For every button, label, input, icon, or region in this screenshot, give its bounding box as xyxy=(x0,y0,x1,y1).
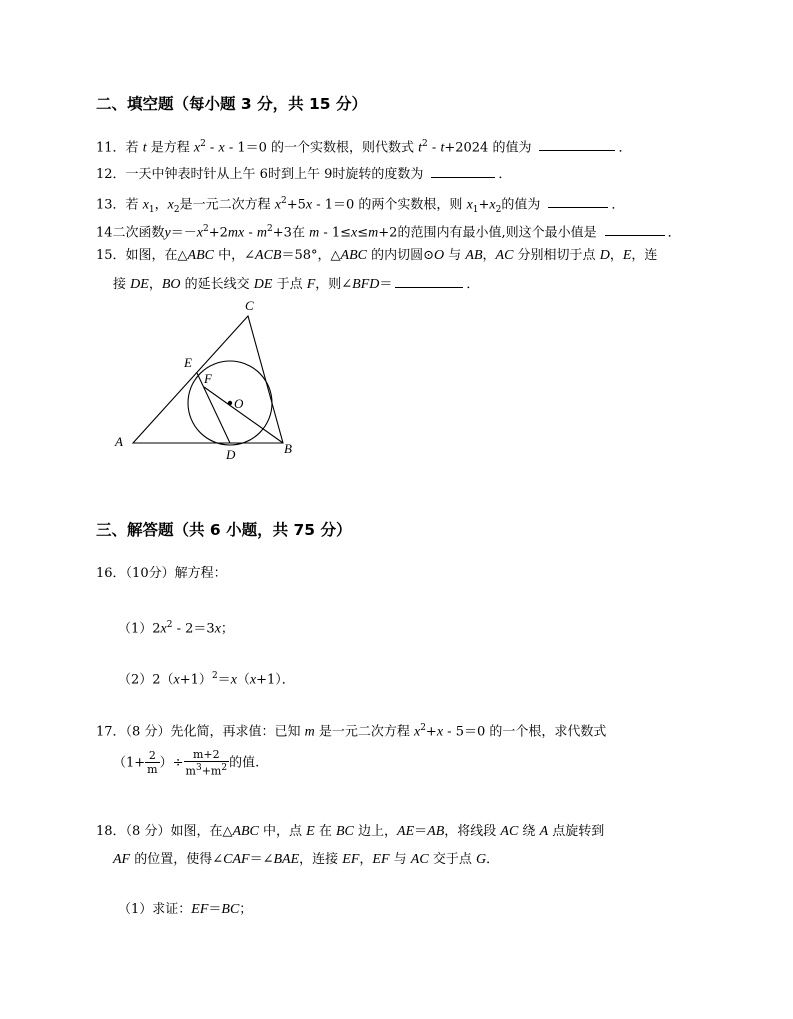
superscript: 2 xyxy=(267,224,273,234)
q15-text: 的内切圆⊙ xyxy=(366,248,435,263)
q14-text: ． xyxy=(667,225,681,241)
var-de: DE xyxy=(130,277,149,292)
q13-text: + xyxy=(478,197,490,213)
var-x: x xyxy=(167,197,174,213)
var-bc: BC xyxy=(221,902,240,917)
superscript: 2 xyxy=(221,763,228,773)
fraction-2-over-m xyxy=(145,749,159,776)
var-x: x xyxy=(489,197,496,213)
q18-text: 的位置，使得∠ xyxy=(130,852,224,867)
var-ef: EF xyxy=(342,852,360,867)
q14-text: ＝－ xyxy=(170,225,197,241)
label-f: F xyxy=(204,371,212,386)
var-ae: AE xyxy=(397,824,415,839)
question-16-part-2 xyxy=(118,668,295,688)
den-part: m xyxy=(185,764,196,778)
q13-text: ． xyxy=(611,197,625,213)
q14-text: - 1≤ xyxy=(319,225,352,241)
q16-text: ； xyxy=(220,621,234,637)
q17-text: 17．（8 分）先化简，再求值：已知 xyxy=(96,724,305,740)
var-bfd: BFD xyxy=(352,277,380,292)
var-t: t xyxy=(418,140,423,156)
var-x: x xyxy=(142,197,149,213)
superscript: 2 xyxy=(422,139,428,149)
q14-text: +2 xyxy=(208,225,228,241)
var-bc: BC xyxy=(336,824,354,839)
q14-text: ≤ xyxy=(357,225,369,241)
q18-text: （1）求证： xyxy=(118,902,192,917)
q15-text: 于点 xyxy=(272,277,307,292)
q16-text: - 2＝3 xyxy=(172,621,215,637)
label-a: A xyxy=(115,434,123,449)
q15-text: ． xyxy=(466,277,480,292)
q11-text: - xyxy=(205,140,219,156)
q18-text: ＝ xyxy=(208,902,222,917)
var-ab: AB xyxy=(465,248,483,263)
q15-text: 的延长线交 xyxy=(180,277,254,292)
q17-text: 是一元二次方程 xyxy=(314,724,414,740)
var-e: E xyxy=(306,824,315,839)
q18-text: ，将线段 xyxy=(444,824,501,839)
q18-text: 点旋转到 xyxy=(548,824,605,839)
question-18-part-1 xyxy=(118,902,252,918)
var-x: x xyxy=(173,672,180,688)
question-18 xyxy=(96,824,604,840)
q17-text: ）÷ xyxy=(159,755,184,771)
q12-text: ． xyxy=(498,167,512,182)
var-t: t xyxy=(142,140,147,156)
var-abc: ABC xyxy=(232,824,259,839)
var-acb: ACB xyxy=(255,248,282,263)
var-x: x xyxy=(466,197,473,213)
label-c: C xyxy=(245,298,254,313)
q11-text: ． xyxy=(618,140,632,156)
var-m: m xyxy=(227,225,239,241)
label-b: B xyxy=(284,441,292,456)
q13-text: 13．若 xyxy=(96,197,143,213)
q11-number: 11． xyxy=(96,140,126,156)
var-x: x xyxy=(230,672,237,688)
q14-text: 14二次函数 xyxy=(96,225,165,241)
question-17 xyxy=(96,720,606,740)
var-t: t xyxy=(440,140,445,156)
q15-text: 接 xyxy=(113,277,131,292)
segment-de xyxy=(197,373,230,443)
var-a: A xyxy=(539,824,549,839)
var-x: x xyxy=(193,140,201,156)
q15-text: 中，∠ xyxy=(214,248,256,263)
q11-text: - 1＝0 的一个实数根，则代数式 xyxy=(224,140,419,156)
q14-text: +3在 xyxy=(272,225,310,241)
q18-text: ＝∠ xyxy=(249,852,274,867)
var-ac: AC xyxy=(500,824,519,839)
q18-text: 在 xyxy=(314,824,336,839)
q14-text: - xyxy=(244,225,257,241)
q11-text: 若 xyxy=(125,140,143,156)
q18-text: 绕 xyxy=(518,824,540,839)
q17-text: + xyxy=(425,724,437,740)
fraction-denominator xyxy=(184,762,230,778)
var-ac: AC xyxy=(410,852,429,867)
q18-text: ，连接 xyxy=(299,852,343,867)
q11-text: +2024 的值为 xyxy=(444,140,532,156)
var-x: x xyxy=(436,724,444,740)
var-g: G xyxy=(475,852,487,867)
q13-text: - 1＝0 的两个实数根，则 xyxy=(312,197,467,213)
q16-text: （1）2 xyxy=(118,621,161,637)
var-m: m xyxy=(304,724,315,740)
q15-text: 15．如图，在△ xyxy=(96,248,188,263)
q18-text: 边上， xyxy=(353,824,398,839)
den-part: +m xyxy=(201,764,222,778)
question-17-expression xyxy=(113,748,259,778)
q18-text: ＝ xyxy=(414,824,428,839)
question-16: 16．（10分）解方程： xyxy=(96,566,227,581)
superscript: 3 xyxy=(195,763,202,773)
question-16-part-1 xyxy=(118,617,234,637)
section-3-title: 三、解答题（共 6 小题，共 75 分） xyxy=(96,521,352,539)
q16-text: （ xyxy=(236,672,250,688)
superscript: 2 xyxy=(166,620,173,630)
q18-text: 中，点 xyxy=(258,824,307,839)
q13-text: 是一元二次方程 xyxy=(179,197,275,213)
q13-text: 的值为 xyxy=(501,197,541,213)
var-x: x xyxy=(351,225,358,241)
var-ab: AB xyxy=(427,824,445,839)
question-18-continued xyxy=(113,852,499,868)
subscript: 1 xyxy=(148,204,155,215)
q18-text: ， xyxy=(359,852,373,867)
q16-text: +1）． xyxy=(256,672,295,688)
q18-text: ． xyxy=(486,852,500,867)
subscript: 2 xyxy=(173,204,180,215)
q15-text: ，连 xyxy=(631,248,658,263)
fraction-numerator: m+2 xyxy=(184,748,230,762)
var-ac: AC xyxy=(495,248,514,263)
var-ef: EF xyxy=(372,852,390,867)
q12-text: 12．一天中钟表时针从上午 6时到上午 9时旋转的度数为 xyxy=(96,167,424,182)
q17-text: （1+ xyxy=(113,755,146,771)
q11-text: - xyxy=(427,140,441,156)
superscript: 2 xyxy=(203,224,209,234)
q17-text: - 5＝0 的一个根，求代数式 xyxy=(443,724,607,740)
superscript: 2 xyxy=(280,196,287,206)
var-x: x xyxy=(160,621,167,637)
var-x: x xyxy=(196,225,203,241)
var-x: x xyxy=(218,140,225,156)
superscript: 2 xyxy=(200,139,206,149)
var-de: DE xyxy=(253,277,273,292)
subscript: 2 xyxy=(495,204,502,215)
q15-text: ，则∠ xyxy=(315,277,353,292)
superscript: 2 xyxy=(211,671,218,681)
q15-text: ＝58°，△ xyxy=(281,248,341,263)
q15-text: ＝ xyxy=(379,277,393,292)
fraction-expression xyxy=(184,748,230,778)
q18-text: ； xyxy=(239,902,253,917)
var-y: y xyxy=(164,225,171,241)
label-e: E xyxy=(184,355,192,370)
q15-text: ， xyxy=(148,277,162,292)
superscript: 2 xyxy=(420,723,426,733)
q15-text: 分别相切于点 xyxy=(513,248,600,263)
q15-text: 与 xyxy=(444,248,466,263)
var-bo: BO xyxy=(161,277,181,292)
var-abc: ABC xyxy=(340,248,367,263)
var-bae: BAE xyxy=(273,852,300,867)
center-dot xyxy=(228,401,232,405)
label-d: D xyxy=(226,447,236,462)
var-af: AF xyxy=(113,852,131,867)
var-o: O xyxy=(434,248,445,263)
q18-text: 交于点 xyxy=(428,852,476,867)
q15-text: ， xyxy=(609,248,623,263)
label-o: O xyxy=(234,396,244,411)
q18-text: 与 xyxy=(389,852,411,867)
var-m: m xyxy=(368,225,379,241)
q15-text: ， xyxy=(482,248,496,263)
q16-text: ＝ xyxy=(217,672,231,688)
var-ef: EF xyxy=(191,902,209,917)
var-m: m xyxy=(256,225,268,241)
var-x: x xyxy=(214,621,221,637)
var-x: x xyxy=(305,197,313,213)
q16-text: +1） xyxy=(179,672,212,688)
fraction-numerator: 2 xyxy=(145,749,159,763)
var-x: x xyxy=(413,724,421,740)
var-abc: ABC xyxy=(187,248,214,263)
q11-text: 是方程 xyxy=(146,140,194,156)
q17-text: 的值. xyxy=(229,755,260,771)
var-f: F xyxy=(306,277,316,292)
q13-text: ， xyxy=(154,197,168,213)
section-2-title: 二、填空题（每小题 3 分，共 15 分） xyxy=(96,95,367,113)
q13-text: +5 xyxy=(286,197,306,213)
var-x: x xyxy=(249,672,257,688)
var-x: x xyxy=(274,197,281,213)
var-caf: CAF xyxy=(223,852,250,867)
q18-text: 18．（8 分）如图，在△ xyxy=(96,824,233,839)
q16-text: （2）2（ xyxy=(118,672,174,688)
var-m: m xyxy=(309,225,320,241)
var-x: x xyxy=(238,225,245,241)
q14-text: +2的范围内有最小值,则这个最小值是 xyxy=(378,225,597,241)
var-d: D xyxy=(599,248,610,263)
var-e: E xyxy=(622,248,632,263)
fraction-denominator: m xyxy=(147,763,158,777)
subscript: 1 xyxy=(472,204,479,215)
